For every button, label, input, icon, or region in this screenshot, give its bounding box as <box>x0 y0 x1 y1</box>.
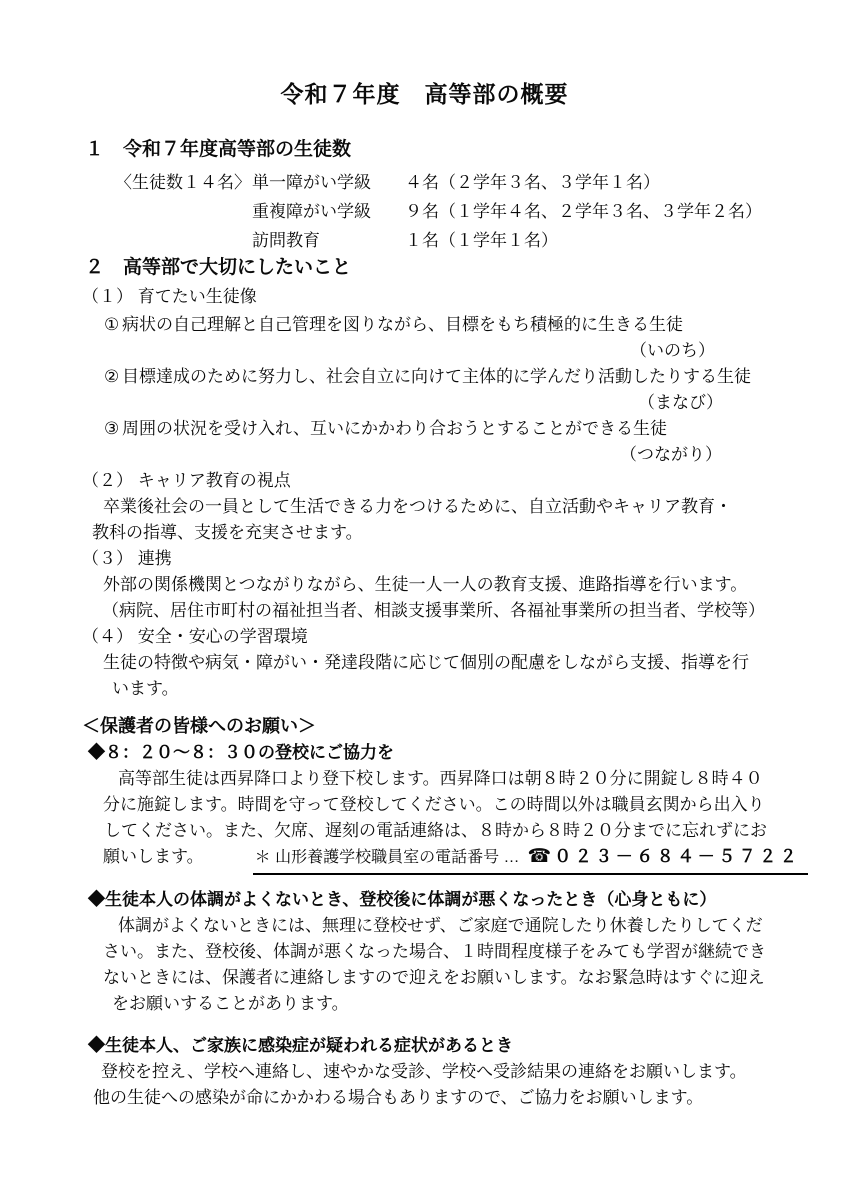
career-heading: （２） キャリア教育の視点 <box>82 471 291 490</box>
diamond-bullet-icon: ◆ <box>88 1036 105 1055</box>
class-detail: １名（１学年１名） <box>405 231 558 250</box>
class-category: 訪問教育 <box>252 231 320 250</box>
attendance-text-line: 分に施錠します。時間を守って登校してください。この時間以外は職員玄関から出入り <box>103 795 765 814</box>
enrollment-row <box>0 197 849 226</box>
circled-1-marker: ① <box>104 315 120 334</box>
parents-request-heading: ＜保護者の皆様へのお願い＞ <box>82 716 316 736</box>
student-profile-heading: （１） 育てたい生徒像 <box>82 287 257 306</box>
attendance-text-line: 願いします。 <box>103 847 204 866</box>
circled-2-marker: ② <box>104 367 120 386</box>
class-category: 重複障がい学級 <box>252 202 371 221</box>
enrollment-row <box>0 168 849 197</box>
infection-heading-text: 生徒本人、ご家族に感染症が疑われる症状があるとき <box>105 1036 513 1055</box>
attendance-text-line: してください。また、欠席、遅刻の電話連絡は、８時から８時２０分までに忘れずにお <box>104 821 767 840</box>
page-title: 令和７年度 高等部の概要 <box>280 81 569 107</box>
profile-item <box>104 364 849 390</box>
diamond-bullet-icon: ◆ <box>88 890 105 909</box>
infection-heading <box>88 1033 849 1059</box>
phone-number-segment <box>253 844 809 875</box>
career-text-line: 教科の指導、支援を充実させます。 <box>92 523 363 542</box>
attendance-heading <box>88 740 849 766</box>
attendance-phone-line <box>103 844 849 875</box>
collaboration-text-line: 外部の関係機関とつながりながら、生徒一人一人の教育支援、進路指導を行います。 <box>103 575 748 594</box>
illness-text-line: ないときには、保護者に連絡しますので迎えをお願いします。なお緊急時はすぐに迎え <box>103 968 765 987</box>
class-category: 単一障がい学級 <box>252 173 371 192</box>
phone-note-label: ＊ 山形養護学校職員室の電話番号 … <box>254 849 520 866</box>
profile-keyword: （いのち） <box>630 341 715 360</box>
environment-text-line: 生徒の特徴や病気・障がい・発達段階に応じて個別の配慮をしながら支援、指導を行 <box>103 653 749 672</box>
illness-text-line: をお願いすることがあります。 <box>112 994 349 1013</box>
environment-heading: （４） 安全・安心の学習環境 <box>82 627 308 646</box>
illness-heading <box>88 887 849 913</box>
collaboration-heading: （３） 連携 <box>82 549 172 568</box>
enrollment-row <box>0 226 849 255</box>
illness-heading-text: 生徒本人の体調がよくないとき、登校後に体調が悪くなったとき（心身ともに） <box>105 890 717 909</box>
infection-text-line: 登校を控え、学校へ連絡し、速やかな受診、学校へ受診結果の連絡をお願いします。 <box>101 1062 747 1081</box>
attendance-heading-text: ８：２０～８：３０の登校にご協力を <box>105 743 394 762</box>
section1-heading: １ 令和７年度高等部の生徒数 <box>85 139 352 160</box>
collaboration-text-line: （病院、居住市町村の福祉担当者、相談支援事業所、各福祉事業所の担当者、学校等） <box>102 601 765 620</box>
profile-item <box>104 312 849 338</box>
illness-text-line: さい。また、登校後、体調が悪くなった場合、１時間程度様子をみても学習が継続でき <box>103 942 766 961</box>
diamond-bullet-icon: ◆ <box>88 743 105 762</box>
profile-item-text: 病状の自己理解と自己管理を図りながら、目標をもち積極的に生きる生徒 <box>122 315 683 334</box>
profile-keyword: （つながり） <box>620 445 722 464</box>
career-text-line: 卒業後社会の一員として生活できる力をつけるために、自立活動やキャリア教育・ <box>103 497 732 516</box>
telephone-icon: ☎ <box>527 846 552 867</box>
environment-text-line: います。 <box>112 679 179 698</box>
circled-3-marker: ③ <box>104 419 120 438</box>
infection-text-line: 他の生徒への感染が命にかかわる場合もありますので、ご協力をお願いします。 <box>93 1088 704 1107</box>
class-detail: ４名（２学年３名、３学年１名） <box>405 173 660 192</box>
phone-number: ０２３－６８４－５７２２ <box>554 847 801 866</box>
profile-item-text: 目標達成のために努力し、社会自立に向けて主体的に学んだり活動したりする生徒 <box>122 367 751 386</box>
profile-item-text: 周囲の状況を受け入れ、互いにかかわり合おうとすることができる生徒 <box>122 419 668 438</box>
attendance-text-line: 高等部生徒は西昇降口より登下校します。西昇降口は朝８時２０分に開錠し８時４０ <box>118 769 763 788</box>
profile-keyword: （まなび） <box>638 393 723 412</box>
illness-text-line: 体調がよくないときには、無理に登校せず、ご家庭で通院したり休養したりしてくだ <box>118 916 763 935</box>
class-detail: ９名（１学年４名、２学年３名、３学年２名） <box>405 202 762 221</box>
enrollment-total-label: 〈生徒数１４名〉 <box>115 173 251 192</box>
profile-item <box>104 416 849 442</box>
section2-heading: ２ 高等部で大切にしたいこと <box>85 257 352 278</box>
